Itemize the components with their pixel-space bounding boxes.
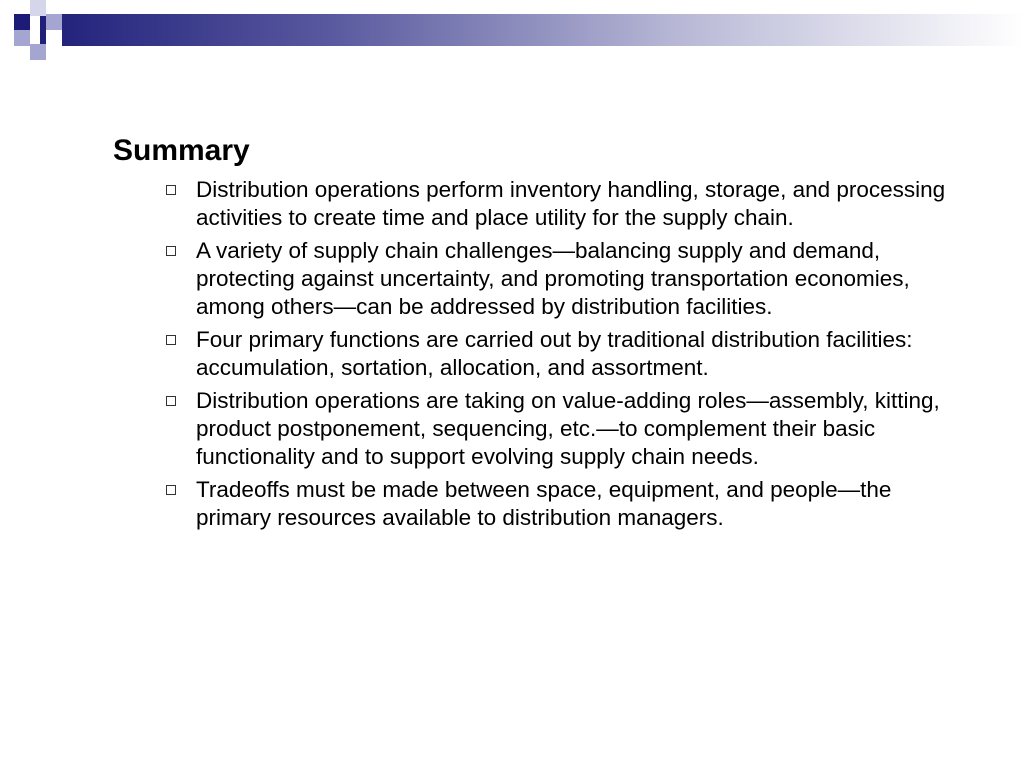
bullet-text: Distribution operations are taking on value-adding roles—assembly, kitting, product postponement, sequencing, etc.—to complement their basic functionality and to support evolving supply chain needs. xyxy=(196,388,940,469)
list-item xyxy=(163,237,953,321)
hollow-square-bullet-icon xyxy=(166,485,176,495)
bullet-text: A variety of supply chain challenges—balancing supply and demand, protecting against uncertainty, and promoting transportation economies, among others—can be addressed by distribution facilities. xyxy=(196,238,910,319)
bullet-text: Tradeoffs must be made between space, equipment, and people—the primary resources available to distribution managers. xyxy=(196,477,892,530)
list-item xyxy=(163,387,953,471)
bullet-text: Four primary functions are carried out by traditional distribution facilities: accumulation, sortation, allocation, and assortment. xyxy=(196,327,913,380)
list-item xyxy=(163,476,953,532)
decor-square xyxy=(14,30,30,46)
bullet-list xyxy=(163,176,953,537)
list-item xyxy=(163,176,953,232)
decor-square xyxy=(30,44,46,60)
decor-square xyxy=(46,30,62,46)
hollow-square-bullet-icon xyxy=(166,335,176,345)
hollow-square-bullet-icon xyxy=(166,396,176,406)
decor-square xyxy=(30,0,46,16)
bullet-text: Distribution operations perform inventory handling, storage, and processing activities to create time and place utility for the supply chain. xyxy=(196,177,946,230)
hollow-square-bullet-icon xyxy=(166,185,176,195)
decor-square xyxy=(14,14,30,30)
hollow-square-bullet-icon xyxy=(166,246,176,256)
slide-title: Summary xyxy=(113,134,250,167)
decor-square xyxy=(46,14,62,30)
list-item xyxy=(163,326,953,382)
header-gradient-bar xyxy=(40,14,1024,46)
